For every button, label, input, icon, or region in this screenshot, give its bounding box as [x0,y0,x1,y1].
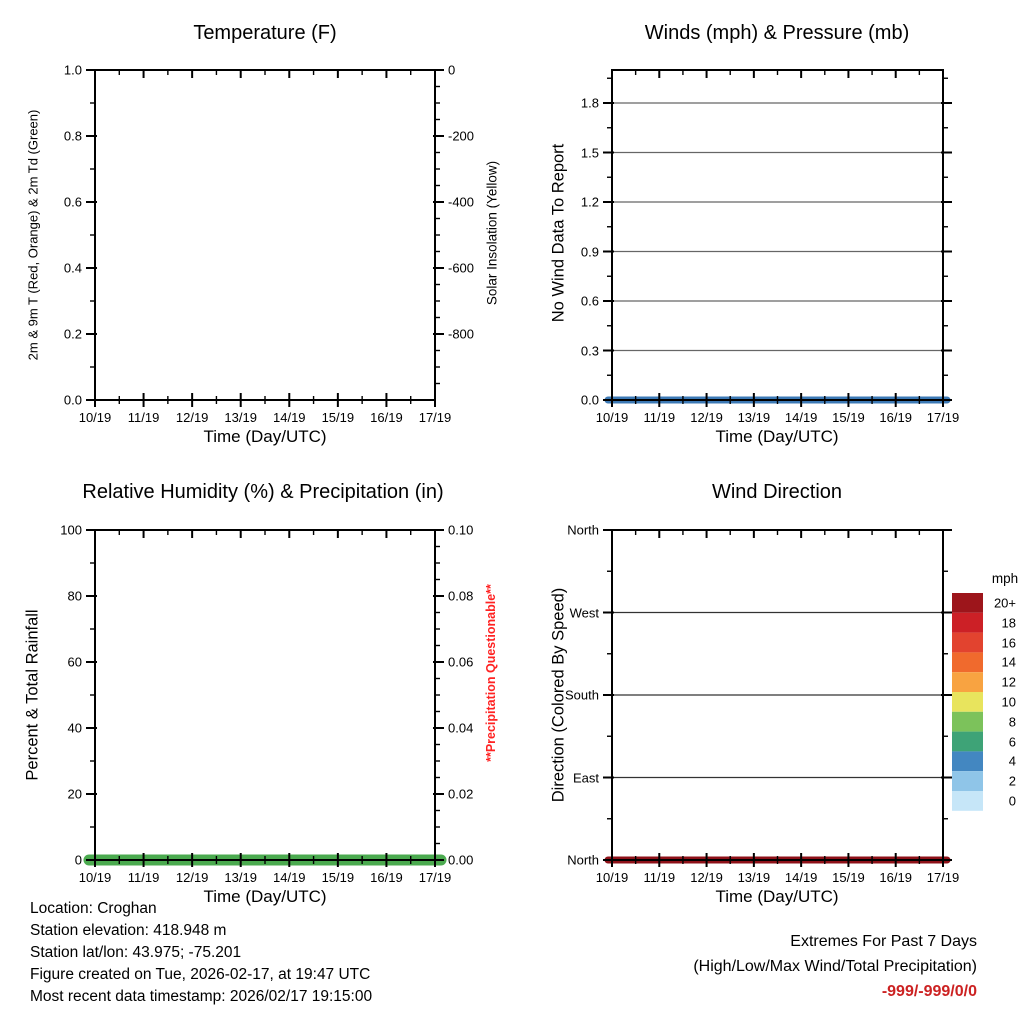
colorbar-label: 6 [1008,734,1016,749]
y-tick-label: 0.00 [448,852,474,868]
colorbar-swatch [952,593,983,613]
extremes-value: -999/-999/0/0 [881,983,977,1000]
y-tick-label: 0.2 [63,326,82,342]
x-tick-label: 16/19 [879,870,912,885]
x-tick-label: 16/19 [879,410,912,425]
x-tick-label: 17/19 [926,410,960,425]
x-tick-label: 13/19 [224,410,257,425]
colorbar-swatch [952,712,983,732]
percent-rainfall-axis-label: Percent & Total Rainfall [23,609,42,781]
y-tick-label: 60 [67,654,82,670]
x-tick-label: 15/19 [321,870,355,885]
panel-title-humidity: Relative Humidity (%) & Precipitation (in) [82,481,444,503]
colorbar-swatch [952,692,983,712]
x-tick-label: 15/19 [321,410,355,425]
x-tick-label: 10/19 [595,870,629,885]
panel-title-wind-direction: Wind Direction [711,481,843,503]
colorbar-label: 4 [1008,753,1016,769]
y-tick-label: 100 [60,522,82,538]
solar-insolation-axis-label: Solar Insolation (Yellow) [484,160,500,306]
x-tick-label: 14/19 [784,870,818,885]
colorbar-swatch [952,652,983,672]
y-tick-label: -200 [448,128,475,144]
x-tick-label: 13/19 [737,410,771,425]
x-tick-label: 11/19 [127,410,160,425]
no-wind-data-label: No Wind Data To Report [549,143,568,323]
y-tick-label: 1.0 [63,62,82,78]
precip-note: **Precipitation Questionable** [484,584,498,762]
x-tick-label: 15/19 [832,870,865,885]
x-tick-label: 12/19 [175,410,209,425]
colorbar-label: 18 [1001,615,1016,631]
extremes-subtitle: (High/Low/Max Wind/Total Precipitation) [693,958,977,975]
y-tick-label: 0.0 [63,392,82,408]
x-tick-label: 14/19 [273,870,306,885]
x-tick-label: 11/19 [127,870,160,885]
y-tick-label: 0.4 [63,260,82,276]
x-tick-label: 14/19 [784,410,818,425]
temperature-left-axis-label: 2m & 9m T (Red, Orange) & 2m Td (Green) [25,109,41,361]
y-tick-label: 0.04 [448,720,474,736]
y-tick-label: 0.06 [448,654,474,670]
colorbar-swatch [952,732,983,752]
y-tick-label: -600 [448,260,475,276]
y-tick-label: 1.8 [580,95,599,111]
colorbar-label: 10 [1001,694,1016,710]
colorbar-label: 20+ [993,595,1016,611]
x-axis-label: Time (Day/UTC) [715,427,839,446]
colorbar-swatch [952,791,983,811]
x-tick-label: 16/19 [370,870,403,885]
colorbar-label: 8 [1008,714,1016,730]
y-tick-label: 0.10 [448,522,474,538]
y-tick-label: 0 [448,62,456,78]
station-latlon-line: Station lat/lon: 43.975; -75.201 [30,944,242,961]
panel-title-winds-pressure: Winds (mph) & Pressure (mb) [644,22,910,44]
x-tick-label: 13/19 [224,870,257,885]
y-tick-label: North [567,522,599,538]
direction-axis-label: Direction (Colored By Speed) [549,587,568,803]
y-tick-label: 0.9 [580,244,599,259]
x-tick-label: 10/19 [78,410,112,425]
x-tick-label: 12/19 [175,870,209,885]
colorbar-label: 14 [1001,654,1016,670]
y-tick-label: 80 [67,588,82,604]
x-tick-label: 16/19 [370,410,403,425]
x-tick-label: 11/19 [643,410,676,425]
y-tick-label: 20 [67,786,82,802]
y-tick-label: 40 [67,720,82,736]
plot-border [95,530,435,860]
colorbar-label: 16 [1001,635,1016,650]
y-tick-label: South [565,687,599,703]
x-tick-label: 14/19 [273,410,306,425]
colorbar-swatch [952,633,983,653]
y-tick-label: East [572,770,599,785]
x-tick-label: 17/19 [926,870,960,885]
x-axis-label: Time (Day/UTC) [203,427,327,446]
panel-title-temperature: Temperature (F) [193,22,337,44]
y-tick-label: 0.8 [63,128,82,144]
plot-border [95,70,435,400]
colorbar-title: mph [991,571,1019,586]
y-tick-label: 0.08 [448,588,474,604]
y-tick-label: West [569,605,599,620]
y-tick-label: 0.6 [63,194,82,210]
colorbar-label: 0 [1008,793,1016,809]
x-tick-label: 17/19 [418,870,452,885]
colorbar-label: 12 [1001,674,1016,690]
y-tick-label: 0.3 [580,343,599,358]
y-tick-label: 0.02 [448,786,474,802]
y-tick-label: 1.5 [580,145,599,160]
y-tick-label: North [567,852,599,868]
figure-created-line: Figure created on Tue, 2026-02-17, at 19:47 UTC [30,966,371,983]
y-tick-label: -400 [448,194,475,210]
x-tick-label: 11/19 [643,870,676,885]
colorbar-label: 2 [1008,773,1016,789]
y-tick-label: 1.2 [580,194,599,210]
extremes-summary [693,929,977,1004]
x-tick-label: 10/19 [595,410,629,425]
colorbar-swatch [952,613,983,633]
x-tick-label: 17/19 [418,410,452,425]
x-tick-label: 15/19 [832,410,865,425]
x-axis-label: Time (Day/UTC) [203,887,327,906]
y-tick-label: 0.6 [580,293,599,309]
colorbar-swatch [952,771,983,791]
extremes-title: Extremes For Past 7 Days [790,933,977,950]
data-timestamp-line: Most recent data timestamp: 2026/02/17 19:15:00 [30,988,373,1005]
x-tick-label: 13/19 [737,870,771,885]
y-tick-label: 0.0 [580,392,599,408]
y-tick-label: -800 [448,326,475,342]
station-elevation-line: Station elevation: 418.948 m [30,922,227,939]
colorbar-swatch [952,751,983,771]
x-axis-label: Time (Day/UTC) [715,887,839,906]
x-tick-label: 12/19 [690,410,723,425]
x-tick-label: 10/19 [78,870,112,885]
colorbar-swatch [952,672,983,692]
y-tick-label: 0 [74,852,82,868]
x-tick-label: 12/19 [690,870,723,885]
station-info [30,898,372,1008]
station-location-line: Location: Croghan [30,900,157,917]
